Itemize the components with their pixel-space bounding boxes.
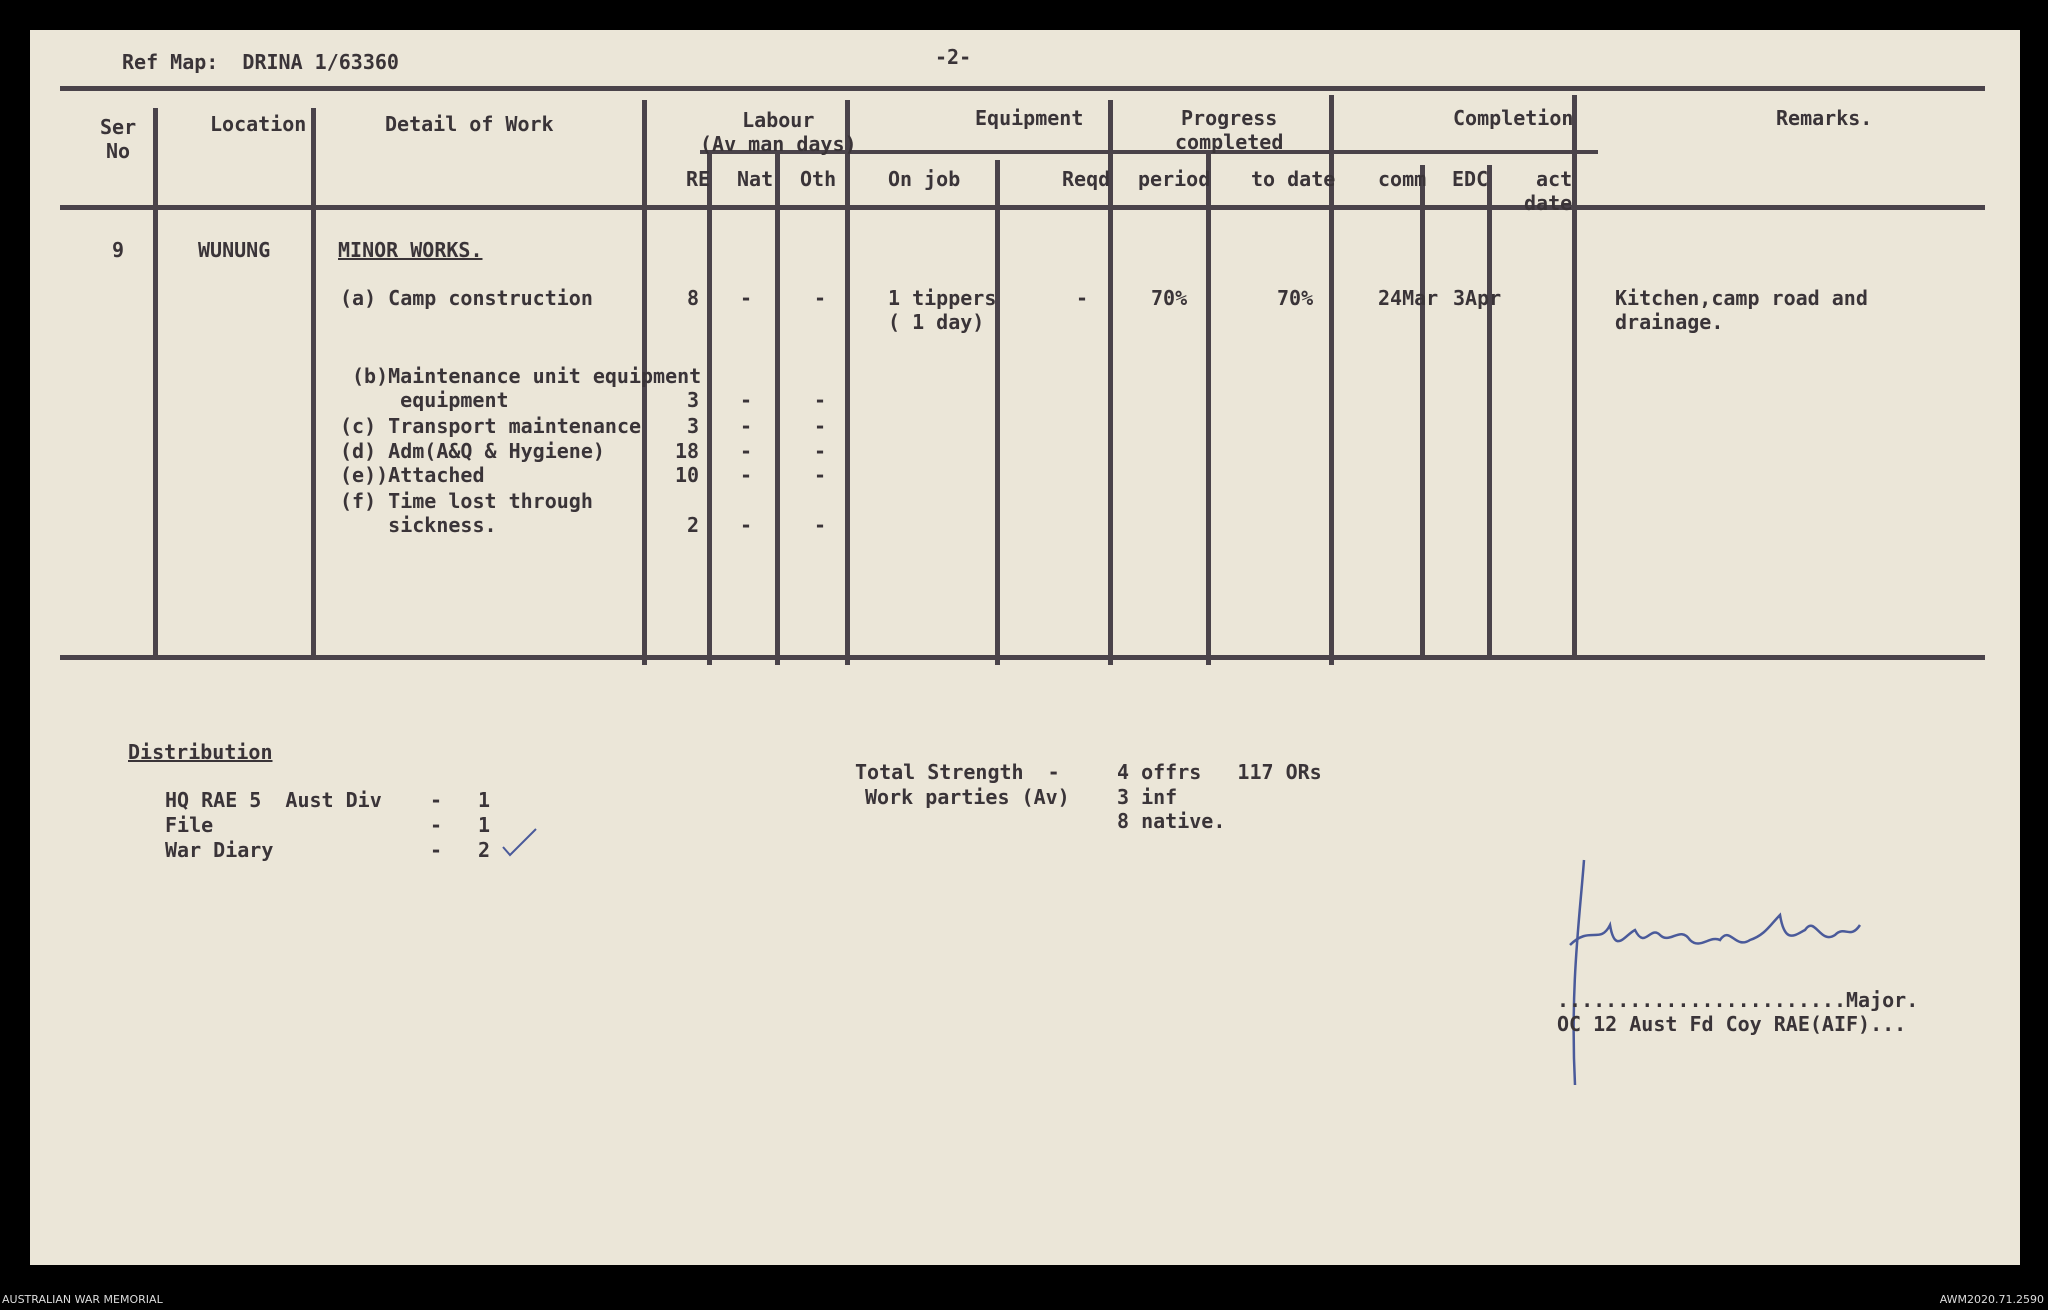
item-re: 18 — [675, 439, 700, 463]
item-nat: - — [740, 286, 753, 310]
distribution-name: War Diary — [165, 838, 274, 862]
header-edc: EDC — [1452, 167, 1489, 191]
col-divider — [845, 100, 850, 665]
item-nat: - — [740, 439, 753, 463]
item-re: 2 — [687, 513, 700, 537]
item-re: 3 — [687, 388, 700, 412]
header-re: RE — [686, 167, 711, 191]
col-divider — [1420, 165, 1425, 660]
item-nat: - — [740, 463, 753, 487]
item-re: 3 — [687, 414, 700, 438]
total-strength-value: 4 offrs 117 ORs — [1117, 760, 1322, 784]
item-oth: - — [814, 286, 827, 310]
header-equipment: Equipment — [975, 106, 1084, 130]
page-number: -2- — [935, 45, 972, 69]
col-divider — [1572, 95, 1577, 660]
header-on-job: On job — [888, 167, 961, 191]
header-remarks: Remarks. — [1776, 106, 1873, 130]
header-progress: Progress completed — [1175, 106, 1284, 154]
work-parties-value: 3 inf 8 native. — [1117, 785, 1226, 833]
item-oth: - — [814, 388, 827, 412]
item-to-date: 70% — [1277, 286, 1314, 310]
work-parties-label: Work parties (Av) — [865, 785, 1070, 809]
signature-line: ........................Major. — [1557, 988, 1919, 1012]
item-re: 8 — [687, 286, 700, 310]
distribution-dash: - — [430, 838, 443, 862]
header-completion: Completion — [1453, 106, 1574, 130]
distribution-count: 1 — [478, 813, 491, 837]
item-period: 70% — [1151, 286, 1188, 310]
col-divider — [1206, 150, 1211, 665]
table-bottom-rule — [60, 655, 1985, 660]
header-location: Location — [210, 112, 307, 136]
col-divider — [1487, 165, 1492, 660]
checkmark-icon — [500, 825, 540, 860]
signature-unit: OC 12 Aust Fd Coy RAE(AIF)... — [1557, 1012, 1907, 1036]
distribution-name: File — [165, 813, 214, 837]
item-detail: (f) Time lost through sickness. — [340, 489, 593, 537]
col-divider — [311, 108, 316, 660]
header-bottom-rule — [60, 205, 1985, 210]
header-to-date: to date — [1251, 167, 1336, 191]
header-labour: Labour (Av man days) — [700, 108, 857, 156]
distribution-dash: - — [430, 813, 443, 837]
item-oth: - — [814, 439, 827, 463]
item-edc: 3Apr — [1453, 286, 1502, 310]
distribution-count: 1 — [478, 788, 491, 812]
cell-location: WUNUNG — [198, 238, 271, 262]
item-detail: (e))Attached — [340, 463, 485, 487]
item-reqd: - — [1076, 286, 1089, 310]
total-strength-label: Total Strength - — [855, 760, 1060, 784]
footer-left: AUSTRALIAN WAR MEMORIAL — [2, 1293, 163, 1306]
item-oth: - — [814, 414, 827, 438]
distribution-count: 2 — [478, 838, 491, 862]
item-on-job: 1 tippers ( 1 day) — [888, 286, 997, 334]
item-nat: - — [740, 388, 753, 412]
cell-work-title: MINOR WORKS. — [338, 238, 483, 262]
header-ser-no: Ser No — [100, 115, 137, 163]
header-comm: comm — [1378, 167, 1427, 191]
item-comm: 24Mar — [1378, 286, 1439, 310]
item-nat: - — [740, 414, 753, 438]
table-top-rule — [60, 86, 1985, 91]
header-act-date: act date — [1524, 167, 1573, 215]
item-oth: - — [814, 513, 827, 537]
col-divider — [995, 160, 1000, 665]
item-re: 10 — [675, 463, 700, 487]
col-divider — [775, 150, 780, 665]
header-nat: Nat — [737, 167, 774, 191]
header-detail: Detail of Work — [385, 112, 554, 136]
item-nat: - — [740, 513, 753, 537]
item-detail: (b)Maintenance unit equipment equipment — [352, 364, 702, 412]
col-divider — [153, 108, 158, 660]
cell-ser: 9 — [112, 238, 125, 262]
ref-map: Ref Map: DRINA 1/63360 — [122, 50, 399, 74]
col-divider — [707, 150, 712, 665]
distribution-name: HQ RAE 5 Aust Div — [165, 788, 382, 812]
footer-right: AWM2020.71.2590 — [1939, 1293, 2044, 1306]
handwritten-signature — [1540, 855, 1920, 1095]
distribution-title: Distribution — [128, 740, 273, 764]
distribution-dash: - — [430, 788, 443, 812]
header-period: period — [1138, 167, 1211, 191]
item-detail: (a) Camp construction — [340, 286, 593, 310]
item-remarks: Kitchen,camp road and drainage. — [1615, 286, 1868, 334]
item-detail: (d) Adm(A&Q & Hygiene) — [340, 439, 605, 463]
item-oth: - — [814, 463, 827, 487]
header-reqd: Reqd — [1062, 167, 1111, 191]
header-oth: Oth — [800, 167, 837, 191]
item-detail: (c) Transport maintenance — [340, 414, 642, 438]
